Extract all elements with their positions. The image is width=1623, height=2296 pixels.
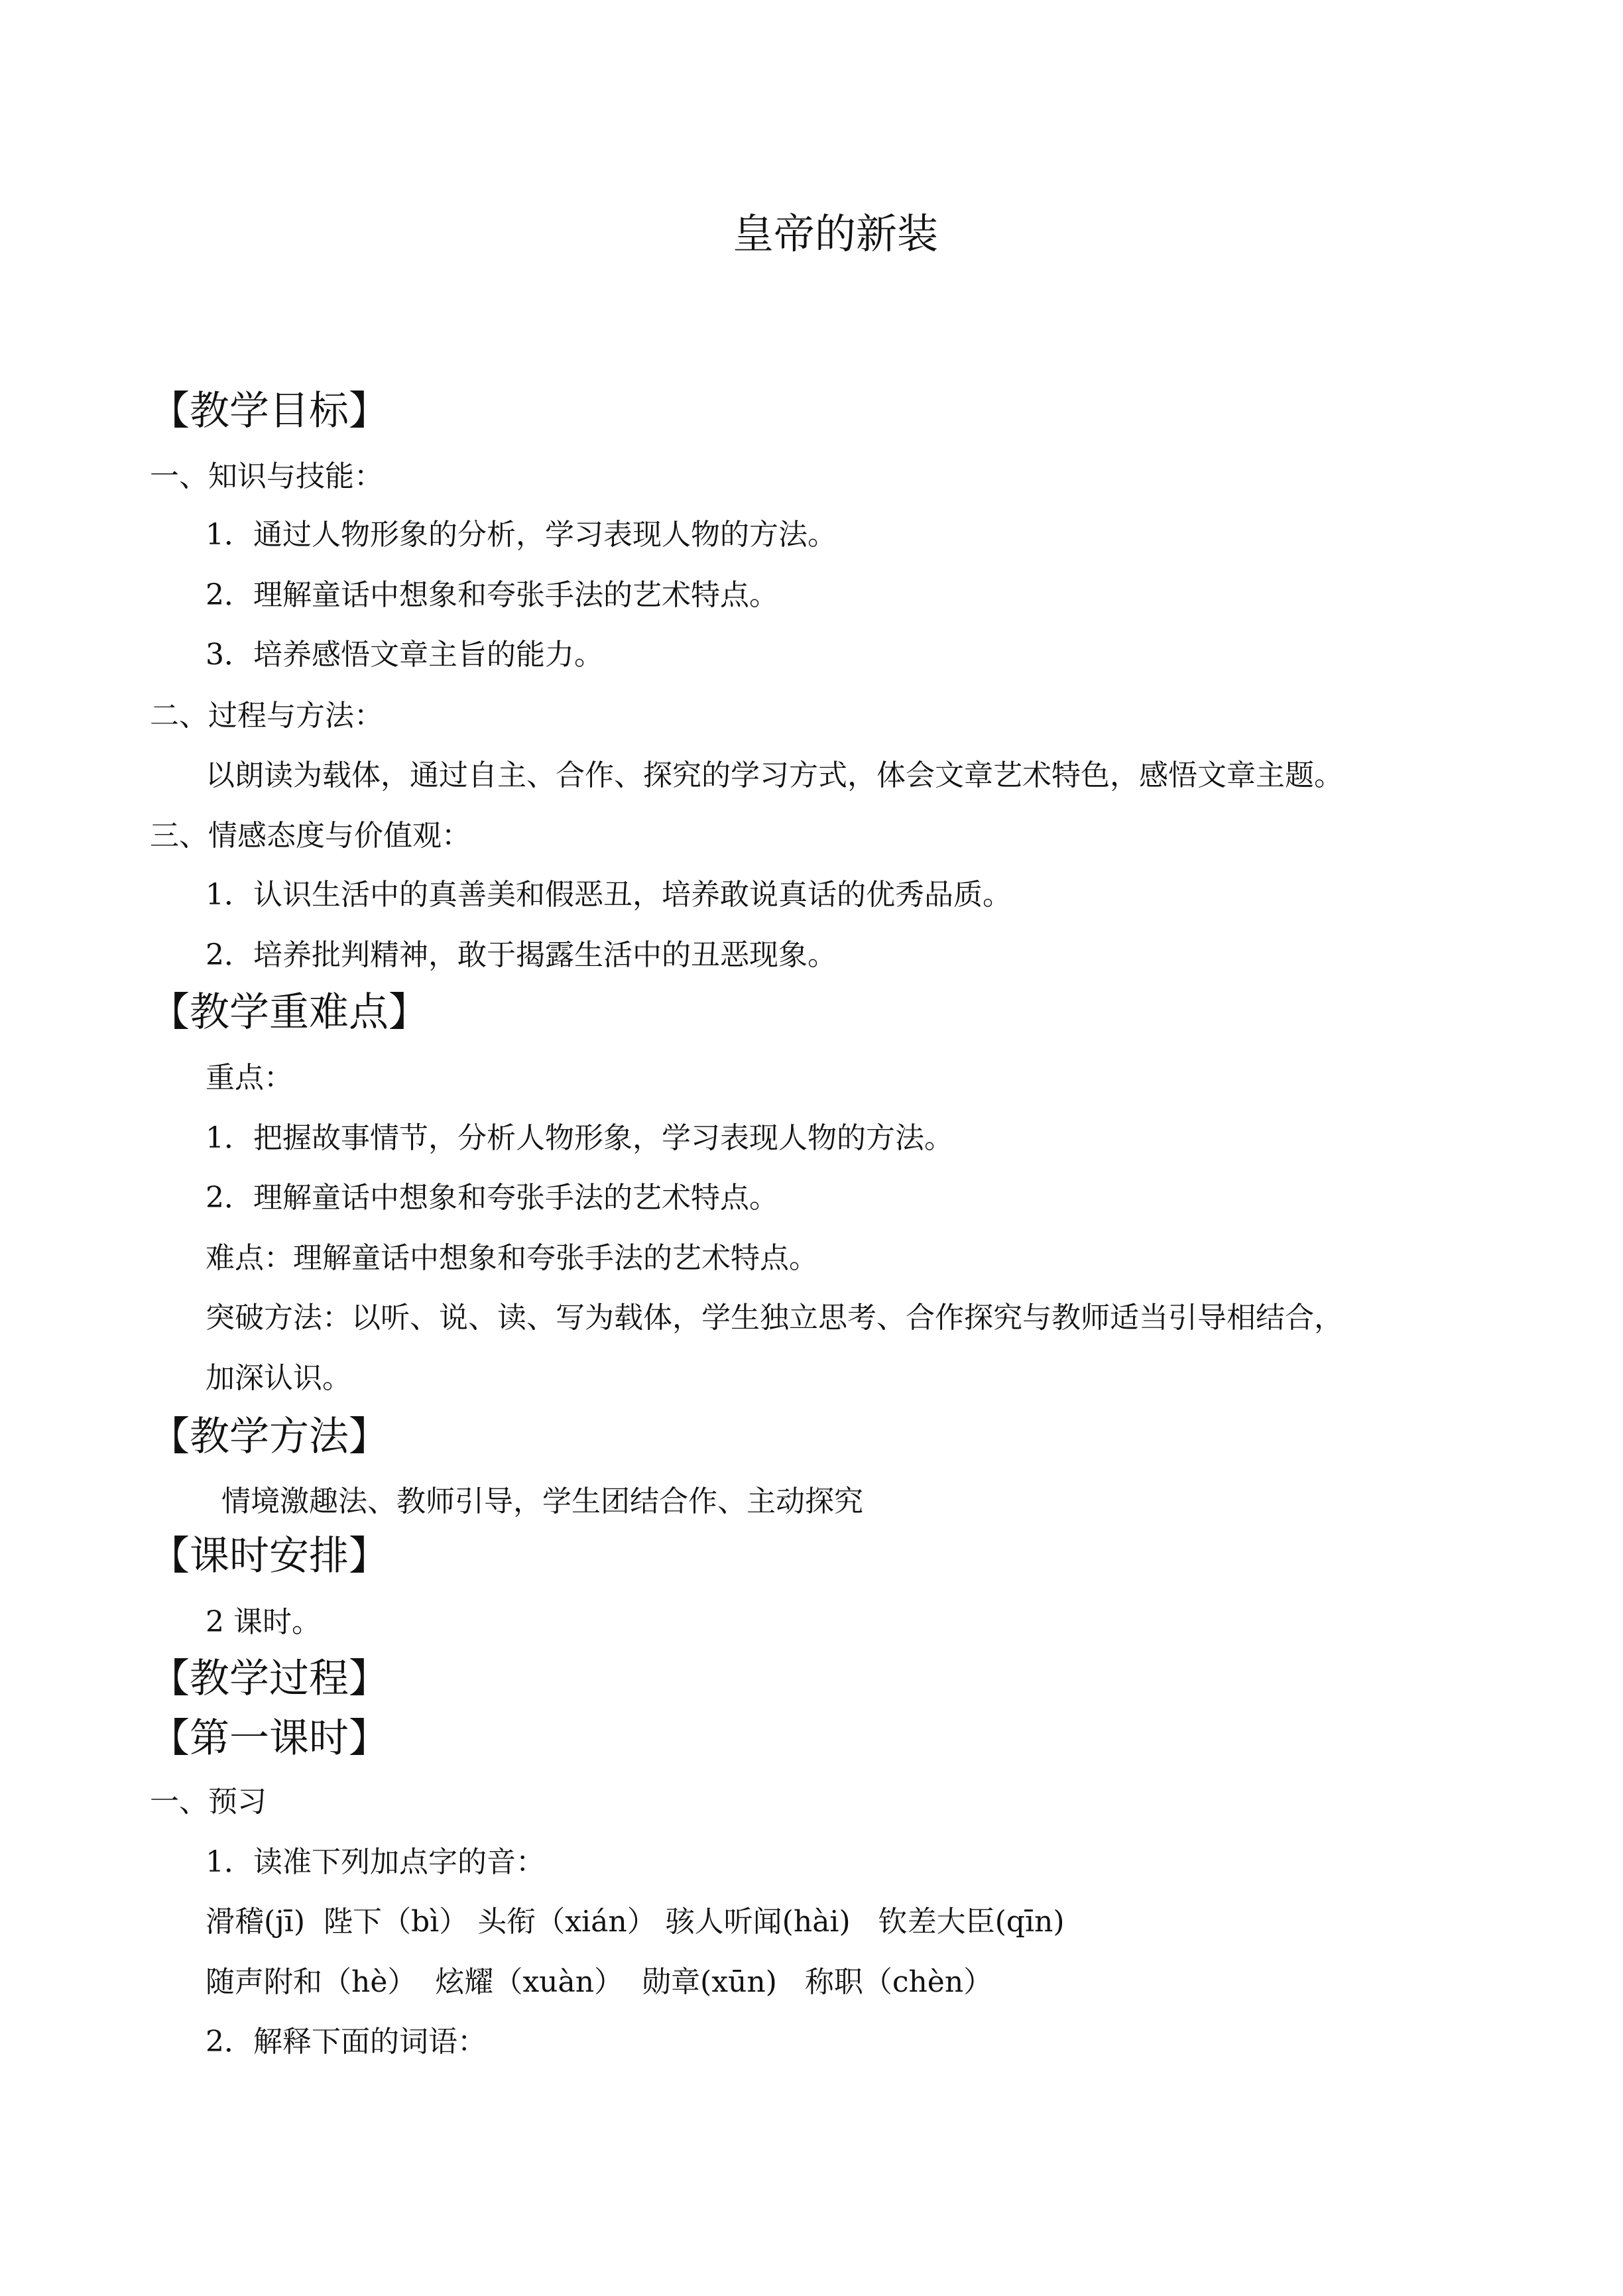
key-points-label: 重点： (206, 1061, 293, 1095)
pronunciation-line-1: 滑稽(jī) 陛下（bì） 头衔（xián） 骇人听闻(hài) 钦差大臣(qīn) (206, 1905, 1065, 1939)
subsection-process-method: 二、过程与方法： (150, 699, 383, 733)
subsection-emotion-values: 三、情感态度与价值观： (150, 819, 471, 853)
schedule-text: 2 课时。 (206, 1605, 321, 1639)
key-point-item-2: 2．理解童话中想象和夸张手法的艺术特点。 (206, 1181, 778, 1215)
process-method-text: 以朗读为载体，通过自主、合作、探究的学习方式，体会文章艺术特色，感悟文章主题。 (206, 758, 1343, 792)
teaching-methods-text: 情境激趣法、教师引导，学生团结合作、主动探究 (221, 1484, 863, 1518)
section-heading-key-difficult-points: 【教学重难点】 (150, 989, 428, 1036)
goal-item-3: 3．培养感悟文章主旨的能力。 (206, 638, 603, 672)
section-heading-teaching-methods: 【教学方法】 (150, 1414, 389, 1460)
difficult-point-text: 难点：理解童话中想象和夸张手法的艺术特点。 (206, 1241, 818, 1275)
subsection-knowledge-skills: 一、知识与技能： (150, 459, 383, 493)
subsection-preview: 一、预习 (150, 1785, 267, 1819)
goal-item-1: 1．通过人物形象的分析，学习表现人物的方法。 (206, 518, 837, 552)
document-title: 皇帝的新装 (732, 210, 938, 258)
key-point-item-1: 1．把握故事情节，分析人物形象，学习表现人物的方法。 (206, 1121, 953, 1155)
section-heading-teaching-process: 【教学过程】 (150, 1656, 389, 1702)
goal-item-2: 2．理解童话中想象和夸张手法的艺术特点。 (206, 578, 778, 612)
preview-item-1: 1．读准下列加点字的音： (206, 1845, 545, 1879)
breakthrough-method-text: 突破方法：以听、说、读、写为载体，学生独立思考、合作探究与教师适当引导相结合， (206, 1301, 1343, 1335)
section-heading-teaching-goals: 【教学目标】 (150, 388, 389, 434)
pronunciation-line-2: 随声附和（hè） 炫耀（xuàn） 勋章(xūn) 称职（chèn） (206, 1965, 993, 1999)
preview-item-2: 2．解释下面的词语： (206, 2025, 487, 2059)
emotion-item-2: 2．培养批判精神，敢于揭露生活中的丑恶现象。 (206, 938, 837, 972)
section-heading-first-lesson: 【第一课时】 (150, 1715, 389, 1762)
section-heading-schedule: 【课时安排】 (150, 1533, 389, 1579)
emotion-item-1: 1．认识生活中的真善美和假恶丑，培养敢说真话的优秀品质。 (206, 878, 1012, 912)
breakthrough-method-text-cont: 加深认识。 (206, 1361, 351, 1395)
